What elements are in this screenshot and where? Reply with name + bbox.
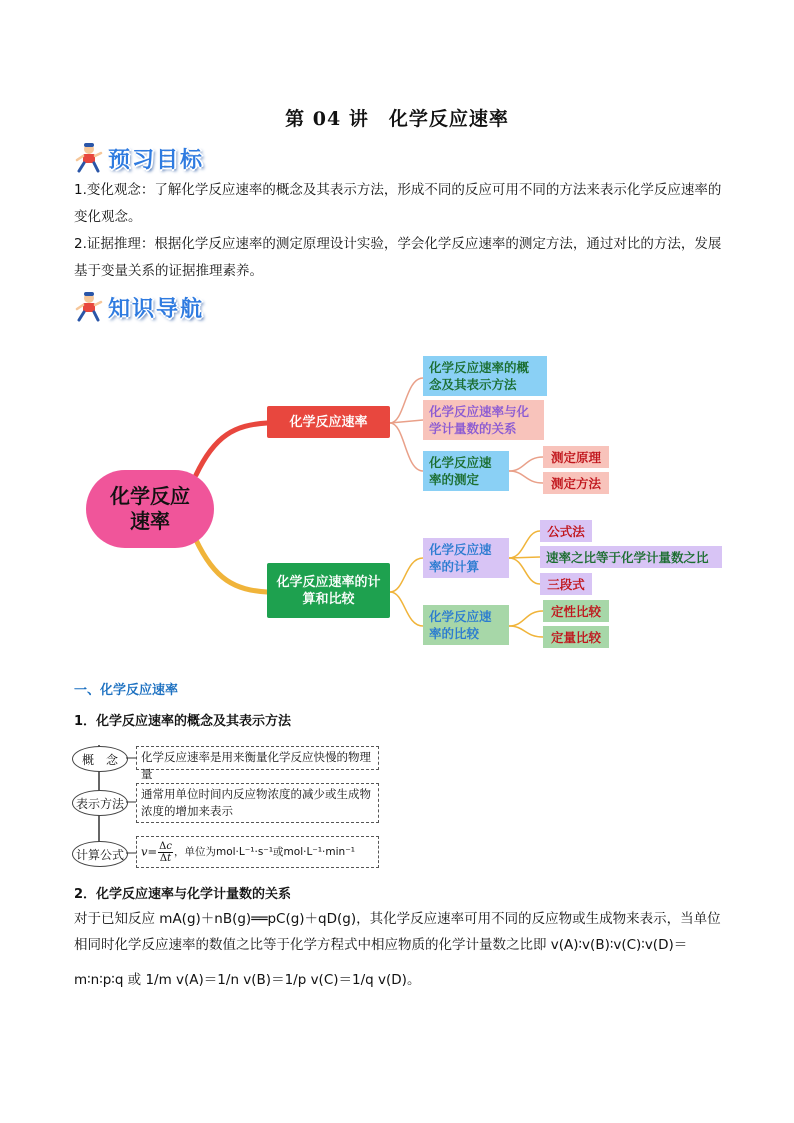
mindmap-sub-three-step: 三段式 bbox=[540, 573, 592, 595]
mindmap-sub-method: 测定方法 bbox=[543, 472, 609, 494]
formula-expression: v= $\frac{\Delta c}{\Delta t}$ bbox=[141, 840, 172, 864]
mindmap-sub-quantitative: 定量比较 bbox=[543, 626, 609, 648]
runner-mascot-icon bbox=[74, 142, 104, 174]
mindmap-branch-calc: 化学反应速率的计算和比较 bbox=[267, 563, 390, 618]
concept-label-oval: 概 念 bbox=[72, 746, 128, 772]
runner-mascot-icon bbox=[74, 291, 104, 323]
subheading-relation: 2．化学反应速率与化学计量数的关系 bbox=[74, 887, 292, 902]
section-heading-rate: 一、化学反应速率 bbox=[74, 683, 179, 698]
expression-text-box: 通常用单位时间内反应物浓度的减少或生成物浓度的增加来表示 bbox=[136, 783, 379, 823]
relation-line-3: m∶n∶p∶q 或 1/m v(A)＝1/n v(B)＝1/p v(C)＝1/q v(D)。 bbox=[74, 972, 421, 988]
mindmap-sub-principle: 测定原理 bbox=[543, 446, 609, 468]
mindmap-item-compare: 化学反应速率的比较 bbox=[423, 605, 509, 645]
mindmap-sub-formula: 公式法 bbox=[540, 520, 592, 542]
mindmap-sub-ratio: 速率之比等于化学计量数之比 bbox=[540, 546, 722, 568]
relation-line-2: 相同时化学反应速率的数值之比等于化学方程式中相应物质的化学计量数之比即 v(A)∶v(B)∶v(C)∶v(D)＝ bbox=[74, 937, 688, 953]
concept-text-box: 化学反应速率是用来衡量化学反应快慢的物理量 bbox=[136, 746, 379, 770]
goals-section-label: 预习目标 bbox=[108, 147, 205, 173]
formula-text-box bbox=[136, 836, 379, 868]
mindmap-item-calc: 化学反应速率的计算 bbox=[423, 538, 509, 578]
formula-unit: ，单位为mol·L⁻¹·s⁻¹或mol·L⁻¹·min⁻¹ bbox=[173, 845, 355, 858]
mindmap-branch-rate: 化学反应速率 bbox=[267, 406, 390, 438]
formula-label-oval: 计算公式 bbox=[72, 841, 128, 867]
page-title: 第 04 讲 化学反应速率 bbox=[285, 108, 509, 130]
relation-line-1: 对于已知反应 mA(g)＋nB(g)══pC(g)＋qD(g)，其化学反应速率可用不同的反应物或生成物来表示，当单位 bbox=[74, 911, 721, 927]
subheading-concept: 1．化学反应速率的概念及其表示方法 bbox=[74, 714, 292, 729]
mindmap-item-relation: 化学反应速率与化学计量数的关系 bbox=[423, 400, 544, 440]
expression-label-oval: 表示方法 bbox=[72, 790, 128, 816]
goal-item-1: 1.变化观念：了解化学反应速率的概念及其表示方法，形成不同的反应可用不同的方法来表示化学反应速率的变化观念。 bbox=[74, 182, 722, 225]
goal-item-2: 2.证据推理：根据化学反应速率的测定原理设计实验，学会化学反应速率的测定方法，通过对比的方法，发展基于变量关系的证据推理素养。 bbox=[74, 236, 722, 279]
mindmap-root: 化学反应速率 bbox=[86, 470, 214, 548]
nav-section-header bbox=[74, 290, 204, 324]
goals-section-header bbox=[74, 141, 204, 175]
mindmap-sub-qualitative: 定性比较 bbox=[543, 600, 609, 622]
mindmap-item-concept: 化学反应速率的概念及其表示方法 bbox=[423, 356, 547, 396]
nav-section-label: 知识导航 bbox=[108, 296, 205, 322]
mindmap-item-measure: 化学反应速率的测定 bbox=[423, 451, 509, 491]
